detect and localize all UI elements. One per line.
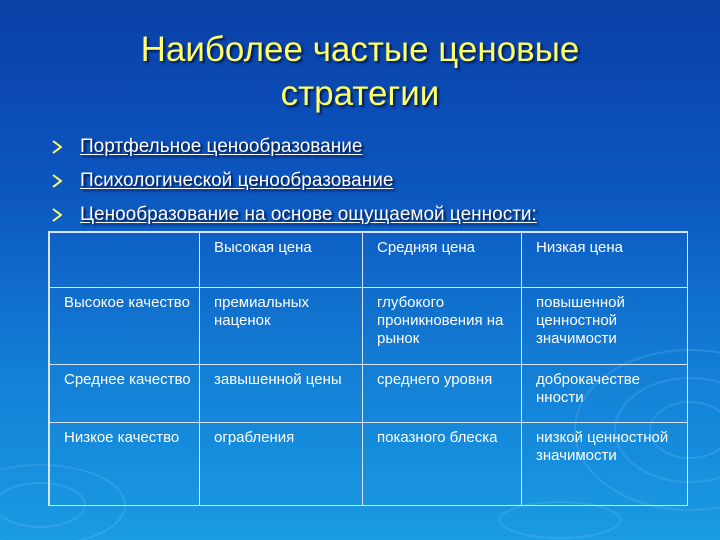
- cell-text: Низкая цена: [536, 239, 624, 256]
- cell-text: Низкое качество: [64, 429, 180, 446]
- table-header-cell: [200, 233, 363, 288]
- cell-text: завышенной цены: [214, 371, 342, 388]
- table-cell: [200, 288, 363, 365]
- table-cell: [522, 365, 688, 423]
- cell-text: Высокое качество: [64, 294, 190, 311]
- cell-text: ограбления: [214, 429, 295, 446]
- table-cell: [363, 423, 522, 506]
- bullet-text: Психологической ценообразование: [80, 170, 394, 191]
- table-header-row: [50, 233, 688, 288]
- cell-text: низкой ценностной значимости: [536, 429, 669, 464]
- bullet-item: [50, 167, 710, 201]
- table-cell: [363, 288, 522, 365]
- cell-text: среднего уровня: [377, 371, 493, 388]
- cell-text: премиальных наценок: [214, 294, 309, 329]
- strategy-table: [48, 231, 688, 506]
- bullet-list: [50, 133, 710, 235]
- bullet-item: [50, 201, 710, 235]
- table-cell: [363, 365, 522, 423]
- table-cell: [50, 365, 200, 423]
- cell-text: глубокого проникновения на рынок: [377, 294, 504, 347]
- slide-title: [60, 28, 660, 116]
- slide-title-text: Наиболее частые ценовые стратегии: [140, 30, 580, 113]
- cell-text: повышенной ценностной значимости: [536, 294, 625, 347]
- cell-text: Среднее качество: [64, 371, 191, 388]
- table-row: [50, 288, 688, 365]
- cell-text: Средняя цена: [377, 239, 476, 256]
- bullet-item: [50, 133, 710, 167]
- table-row: [50, 365, 688, 423]
- table-header-cell: [522, 233, 688, 288]
- table-cell: [522, 288, 688, 365]
- table-cell: [50, 423, 200, 506]
- table-cell: [50, 288, 200, 365]
- table-cell-corner: [50, 233, 200, 288]
- table-cell: [200, 365, 363, 423]
- table-cell: [522, 423, 688, 506]
- arrow-right-icon: [52, 140, 62, 154]
- price-quality-matrix: [49, 232, 688, 506]
- arrow-right-icon: [52, 208, 62, 222]
- table-header-cell: [363, 233, 522, 288]
- bullet-text: Портфельное ценообразование: [80, 136, 363, 157]
- arrow-right-icon: [52, 174, 62, 188]
- table-cell: [200, 423, 363, 506]
- cell-text: доброкачестве нности: [536, 371, 640, 406]
- cell-text: Высокая цена: [214, 239, 312, 256]
- cell-text: показного блеска: [377, 429, 498, 446]
- bullet-text: Ценообразование на основе ощущаемой ценности:: [80, 204, 537, 225]
- table-row: [50, 423, 688, 506]
